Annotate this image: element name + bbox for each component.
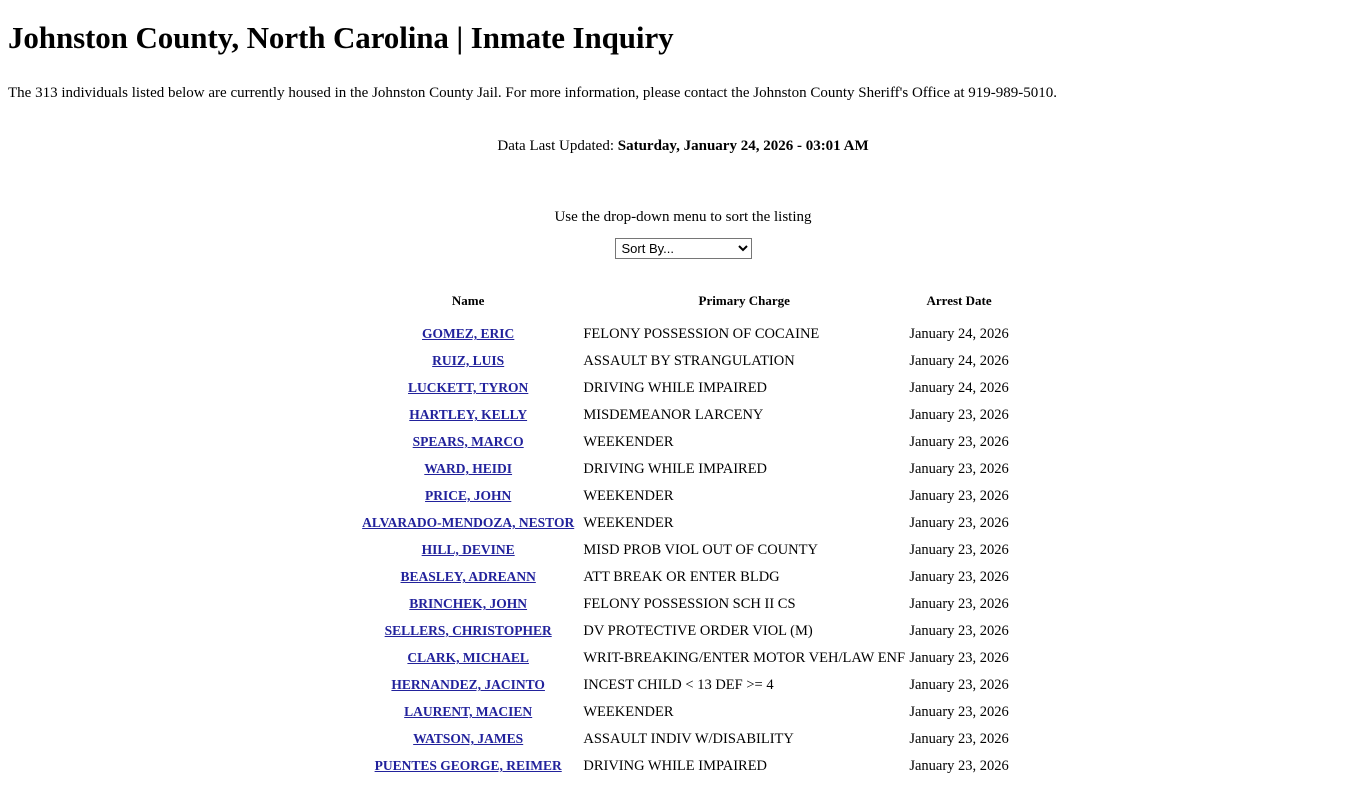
cell-arrest-date: January 23, 2026 <box>909 677 1009 694</box>
inmate-detail-link[interactable]: BEASLEY, ADREANN <box>400 569 536 585</box>
cell-inmate-name <box>353 564 583 591</box>
inmate-detail-link[interactable]: HARTLEY, KELLY <box>409 407 528 423</box>
inmate-detail-link[interactable]: WARD, HEIDI <box>424 461 513 477</box>
table-row <box>353 726 1013 753</box>
table-row <box>353 510 1013 537</box>
table-row <box>353 483 1013 510</box>
inmate-detail-link[interactable]: ALVARADO-MENDOZA, NESTOR <box>362 515 575 531</box>
last-updated-label: Data Last Updated: <box>497 138 614 155</box>
table-row <box>353 645 1013 672</box>
cell-inmate-name <box>353 483 583 510</box>
sort-instructions: Use the drop-down menu to sort the listing <box>554 209 812 226</box>
cell-inmate-name <box>353 429 583 456</box>
cell-inmate-name <box>353 321 583 348</box>
table-row <box>353 429 1013 456</box>
inmate-detail-link[interactable]: GOMEZ, ERIC <box>422 326 515 342</box>
table-row <box>353 537 1013 564</box>
table-row <box>353 699 1013 726</box>
cell-primary-charge: WEEKENDER <box>583 704 674 721</box>
cell-inmate-name <box>353 699 583 726</box>
cell-inmate-name <box>353 672 583 699</box>
cell-inmate-name <box>353 618 583 645</box>
cell-primary-charge: ASSAULT INDIV W/DISABILITY <box>583 731 794 748</box>
cell-arrest-date: January 23, 2026 <box>909 758 1009 775</box>
inmate-detail-link[interactable]: SPEARS, MARCO <box>412 434 524 450</box>
cell-primary-charge: MISD PROB VIOL OUT OF COUNTY <box>583 542 818 559</box>
cell-primary-charge: ATT BREAK OR ENTER BLDG <box>583 569 780 586</box>
cell-arrest-date: January 23, 2026 <box>909 515 1009 532</box>
cell-arrest-date: January 24, 2026 <box>909 326 1009 343</box>
cell-inmate-name <box>353 456 583 483</box>
cell-arrest-date: January 24, 2026 <box>909 353 1009 370</box>
cell-primary-charge: ASSAULT BY STRANGULATION <box>583 353 795 370</box>
cell-arrest-date: January 24, 2026 <box>909 380 1009 397</box>
last-updated-line <box>8 137 1358 155</box>
table-row <box>353 375 1013 402</box>
table-body <box>353 321 1013 780</box>
cell-arrest-date: January 23, 2026 <box>909 461 1009 478</box>
cell-arrest-date: January 23, 2026 <box>909 623 1009 640</box>
cell-arrest-date: January 23, 2026 <box>909 434 1009 451</box>
cell-primary-charge: MISDEMEANOR LARCENY <box>583 407 764 424</box>
inmate-detail-link[interactable]: CLARK, MICHAEL <box>407 650 529 666</box>
cell-primary-charge: INCEST CHILD < 13 DEF >= 4 <box>583 677 774 694</box>
inmate-detail-link[interactable]: HERNANDEZ, JACINTO <box>391 677 545 693</box>
cell-inmate-name <box>353 348 583 375</box>
inmate-listing-table <box>353 293 1013 780</box>
cell-primary-charge: WEEKENDER <box>583 434 674 451</box>
table-row <box>353 456 1013 483</box>
cell-primary-charge: DRIVING WHILE IMPAIRED <box>583 380 768 397</box>
cell-inmate-name <box>353 753 583 780</box>
page-container <box>0 21 1366 780</box>
cell-primary-charge: WRIT-BREAKING/ENTER MOTOR VEH/LAW ENF <box>583 650 906 667</box>
cell-primary-charge: WEEKENDER <box>583 488 674 505</box>
inmate-detail-link[interactable]: BRINCHEK, JOHN <box>409 596 528 612</box>
cell-inmate-name <box>353 726 583 753</box>
inmate-detail-link[interactable]: PRICE, JOHN <box>425 488 512 504</box>
cell-primary-charge: DV PROTECTIVE ORDER VIOL (M) <box>583 623 813 640</box>
cell-primary-charge: FELONY POSSESSION OF COCAINE <box>583 326 820 343</box>
column-header-name: Name <box>451 293 485 309</box>
table-row <box>353 753 1013 780</box>
inmate-detail-link[interactable]: HILL, DEVINE <box>421 542 515 558</box>
cell-arrest-date: January 23, 2026 <box>909 488 1009 505</box>
cell-arrest-date: January 23, 2026 <box>909 542 1009 559</box>
table-row <box>353 618 1013 645</box>
cell-arrest-date: January 23, 2026 <box>909 650 1009 667</box>
last-updated-value: Saturday, January 24, 2026 - 03:01 AM <box>617 138 869 155</box>
inmate-detail-link[interactable]: WATSON, JAMES <box>413 731 524 747</box>
page-title: Johnston County, North Carolina | Inmate Inquiry <box>8 20 674 55</box>
cell-arrest-date: January 23, 2026 <box>909 704 1009 721</box>
cell-primary-charge: FELONY POSSESSION SCH II CS <box>583 596 796 613</box>
table-row <box>353 402 1013 429</box>
inmate-detail-link[interactable]: LUCKETT, TYRON <box>408 380 529 396</box>
cell-arrest-date: January 23, 2026 <box>909 596 1009 613</box>
cell-inmate-name <box>353 375 583 402</box>
cell-primary-charge: DRIVING WHILE IMPAIRED <box>583 758 768 775</box>
cell-arrest-date: January 23, 2026 <box>909 569 1009 586</box>
intro-paragraph: The 313 individuals listed below are currently housed in the Johnston County Jail. For more information, please contact the Johnston County Sheriff's Office at 919-989-5010. <box>8 85 1058 102</box>
sort-control-wrapper <box>8 238 1358 259</box>
column-header-primary-charge: Primary Charge <box>698 293 790 309</box>
cell-primary-charge: WEEKENDER <box>583 515 674 532</box>
cell-inmate-name <box>353 510 583 537</box>
column-header-arrest-date: Arrest Date <box>926 293 992 309</box>
table-header-row <box>353 293 1013 321</box>
sort-by-select[interactable] <box>615 238 752 259</box>
inmate-detail-link[interactable]: PUENTES GEORGE, REIMER <box>374 758 562 774</box>
inmate-detail-link[interactable]: SELLERS, CHRISTOPHER <box>384 623 552 639</box>
inmate-detail-link[interactable]: RUIZ, LUIS <box>432 353 505 369</box>
table-row <box>353 591 1013 618</box>
cell-inmate-name <box>353 645 583 672</box>
table-row <box>353 672 1013 699</box>
cell-inmate-name <box>353 402 583 429</box>
cell-arrest-date: January 23, 2026 <box>909 407 1009 424</box>
cell-inmate-name <box>353 591 583 618</box>
table-row <box>353 348 1013 375</box>
cell-inmate-name <box>353 537 583 564</box>
table-row <box>353 321 1013 348</box>
table-header <box>353 293 1013 321</box>
cell-arrest-date: January 23, 2026 <box>909 731 1009 748</box>
table-row <box>353 564 1013 591</box>
cell-primary-charge: DRIVING WHILE IMPAIRED <box>583 461 768 478</box>
inmate-detail-link[interactable]: LAURENT, MACIEN <box>404 704 533 720</box>
